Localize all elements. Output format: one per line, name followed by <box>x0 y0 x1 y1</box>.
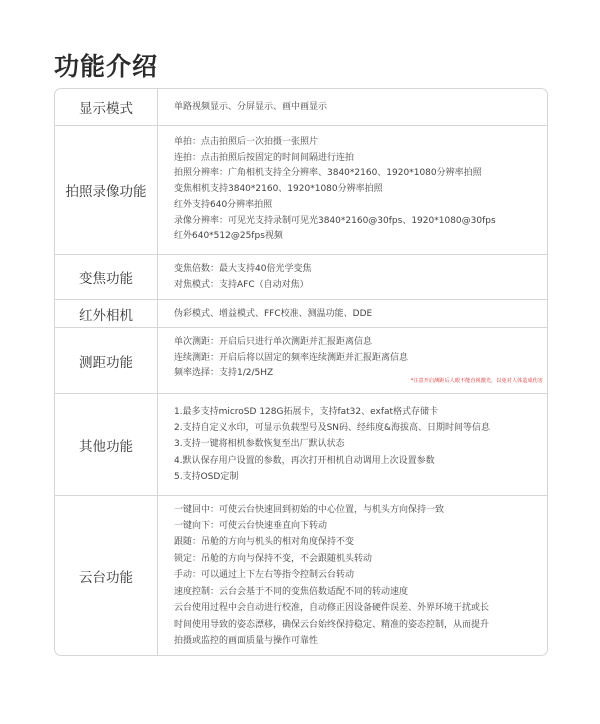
row-infrared <box>55 299 547 327</box>
spec-line: 一键向下：可使云台快速垂直向下转动 <box>174 521 328 532</box>
row-gimbal <box>55 495 547 655</box>
row-photo-video <box>55 125 547 254</box>
spec-line: 变焦相机支持3840*2160、1920*1080分辨率拍照 <box>174 184 383 195</box>
spec-line: 2.支持自定义水印，可显示负载型号及SN码、经纬度&海拔高、日期时间等信息 <box>174 423 491 434</box>
spec-line: 连拍：点击拍照后按固定的时间间隔进行连拍 <box>174 152 355 163</box>
spec-line: 拍照分辨率：广角相机支持全分辨率、3840*2160、1920*1080分辨率拍照 <box>174 168 482 179</box>
spec-line: 跟随：吊舱的方向与机头的相对角度保持不变 <box>174 537 355 548</box>
row-label: 拍照录像功能 <box>55 126 158 254</box>
row-content <box>158 89 547 125</box>
spec-line: 连续测距：开启后将以固定的频率连续测距并汇报距离信息 <box>174 352 409 363</box>
row-ranging <box>55 327 547 393</box>
laser-warning-note: *注意开启测距后人眼不能直视激光，以免对人体造成伤害 <box>410 377 543 384</box>
spec-line: 锁定：吊舱的方向与保持不变，不会跟随机头转动 <box>174 553 373 564</box>
spec-line: 手动：可以通过上下左右等指令控制云台转动 <box>174 570 355 581</box>
spec-line: 云台使用过程中会自动进行校准，自动修正因设备硬件误差、外界环境干扰或长 <box>174 603 490 614</box>
spec-line: 红外支持640分辨率拍照 <box>174 199 273 210</box>
spec-line: 单次测距：开启后只进行单次测距并汇报距离信息 <box>174 337 373 347</box>
spec-line: 频率选择：支持1/2/5HZ <box>174 368 274 378</box>
row-content <box>158 496 547 655</box>
row-content <box>158 328 547 393</box>
row-content <box>158 300 547 327</box>
spec-line: 一键回中：可使云台快速回到初始的中心位置，与机头方向保持一致 <box>174 504 445 515</box>
row-display-mode <box>55 89 547 125</box>
row-zoom <box>55 254 547 299</box>
row-label: 变焦功能 <box>55 255 158 299</box>
spec-line: 录像分辨率：可见光支持录制可见光3840*2160@30fps、1920*1080@30fps <box>174 215 496 226</box>
spec-line: 速度控制：云台会基于不同的变焦倍数适配不同的转动速度 <box>174 586 409 597</box>
spec-line: 红外640*512@25fps视频 <box>174 231 283 242</box>
spec-line: 4.默认保存用户设置的参数，再次打开相机自动调用上次设置参数 <box>174 455 435 466</box>
row-label: 其他功能 <box>55 394 158 495</box>
spec-line: 拍摄或监控的画面质量与操作可靠性 <box>174 635 319 646</box>
page-title: 功能介绍 <box>54 52 159 81</box>
spec-line: 对焦模式：支持AFC（自动对焦） <box>174 280 309 290</box>
spec-line: 1.最多支持microSD 128G拓展卡，支持fat32、exfat格式存储卡 <box>174 406 439 417</box>
spec-line: 单路视频显示、分屏显示、画中画显示 <box>174 101 328 112</box>
spec-line: 5.支持OSD定制 <box>174 471 239 482</box>
spec-line: 时间使用导致的姿态漂移，确保云台始终保持稳定、精准的姿态控制，从而提升 <box>174 619 490 630</box>
row-other <box>55 393 547 495</box>
row-label: 红外相机 <box>55 300 158 327</box>
row-label: 显示模式 <box>55 89 158 125</box>
spec-line: 单拍：点击拍照后一次拍摄一张照片 <box>174 137 319 148</box>
row-content <box>158 255 547 299</box>
row-content <box>158 394 547 495</box>
row-label: 云台功能 <box>55 496 158 655</box>
row-content <box>158 126 547 254</box>
spec-line: 伪彩模式、增益模式、FFC校准、测温功能、DDE <box>174 308 373 319</box>
feature-spec-table <box>54 88 548 656</box>
spec-line: 变焦倍数：最大支持40倍光学变焦 <box>174 264 312 274</box>
spec-line: 3.支持一键将相机参数恢复至出厂默认状态 <box>174 439 345 450</box>
row-label: 测距功能 <box>55 328 158 393</box>
